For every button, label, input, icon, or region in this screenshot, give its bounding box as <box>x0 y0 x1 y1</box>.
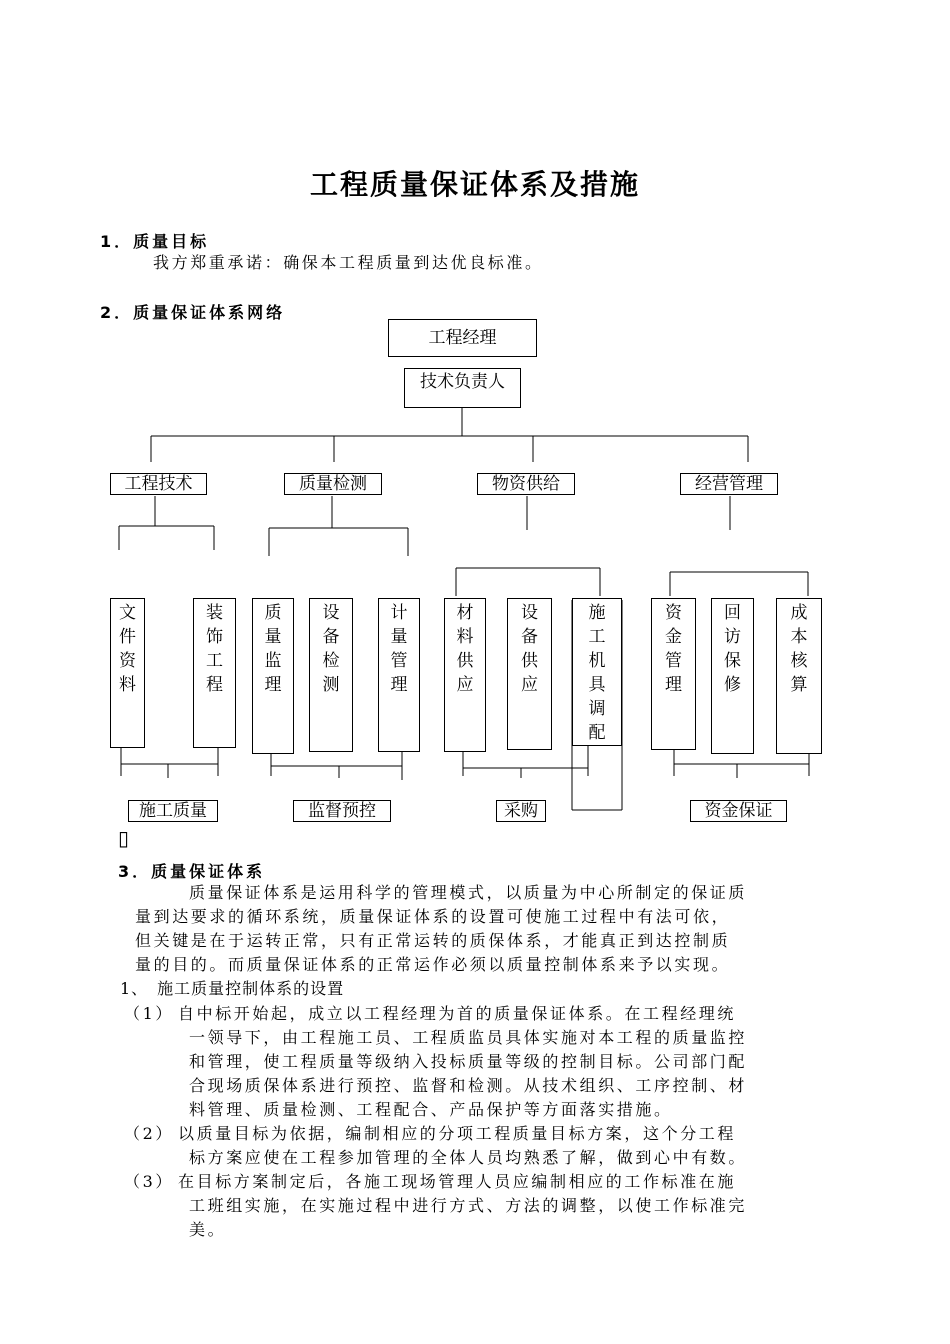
vertical-label: 质量监理 <box>264 603 282 695</box>
item-line: 料管理、质量检测、工程配合、产品保护等方面落实措施。 <box>189 1100 673 1119</box>
section-2-heading: 2．质量保证体系网络 <box>100 303 286 322</box>
item-line: 标方案应使在工程参加管理的全体人员均熟悉了解，做到心中有数。 <box>189 1148 748 1167</box>
vertical-label: 资金管理 <box>665 603 682 695</box>
item-line: 以质量目标为依据，编制相应的分项工程质量目标方案，这个分工程 <box>178 1124 737 1143</box>
vertical-label: 文件资料 <box>119 603 136 695</box>
section-3-heading: 3．质量保证体系 <box>118 862 266 881</box>
item-box-quality-supervision <box>252 598 294 754</box>
paragraph-line: 但关键是在于运转正常，只有正常运转的质保体系，才能真正到达控制质 <box>135 931 731 950</box>
item-box-decoration <box>193 598 236 748</box>
item-line: 在目标方案制定后，各施工现场管理人员应编制相应的工作标准在施 <box>178 1172 737 1191</box>
vertical-label: 计量管理 <box>390 603 408 695</box>
result-box-supervision: 监督预控 <box>293 800 391 822</box>
item-box-machinery-dispatch <box>572 598 622 746</box>
item-box-follow-up-maintenance <box>711 598 754 754</box>
vertical-label: 回访保修 <box>724 603 741 695</box>
project-manager-box: 工程经理 <box>388 319 537 357</box>
vertical-label: 装饰工程 <box>206 603 223 695</box>
page-title: 工程质量保证体系及措施 <box>309 168 640 201</box>
vertical-label: 设备检测 <box>322 603 340 695</box>
dept-box-supply: 物资供给 <box>477 473 575 495</box>
item-number: （1） <box>124 1004 174 1023</box>
item-box-metering <box>378 598 420 752</box>
vertical-label: 成本核算 <box>790 603 808 695</box>
paragraph-line: 量的目的。而质量保证体系的正常运作必须以质量控制体系来予以实现。 <box>135 955 731 974</box>
item-number: （2） <box>124 1124 174 1143</box>
subsection-heading: 1、 施工质量控制体系的设置 <box>120 979 345 998</box>
paragraph-line: 质量保证体系是运用科学的管理模式，以质量为中心所制定的保证质 <box>189 883 748 902</box>
item-box-equipment-supply <box>507 598 552 750</box>
vertical-label: 施工机具调配 <box>588 603 606 743</box>
item-line: 工班组实施，在实施过程中进行方式、方法的调整，以使工作标准完 <box>189 1196 748 1215</box>
dept-box-business: 经营管理 <box>680 473 778 495</box>
placeholder-glyph: ▯ <box>118 826 130 850</box>
item-box-cost-accounting <box>776 598 822 754</box>
item-box-documents <box>110 598 145 748</box>
item-line: 和管理，使工程质量等级纳入投标质量等级的控制目标。公司部门配 <box>189 1052 748 1071</box>
result-box-construction-quality: 施工质量 <box>128 800 218 822</box>
dept-box-engineering: 工程技术 <box>110 473 207 495</box>
item-box-fund-management <box>651 598 696 750</box>
section-1-heading: 1．质量目标 <box>100 232 210 251</box>
item-box-equipment-test <box>309 598 353 752</box>
tech-lead-box: 技术负责人 <box>404 368 521 408</box>
item-line: 自中标开始起，成立以工程经理为首的质量保证体系。在工程经理统 <box>178 1004 737 1023</box>
dept-box-quality: 质量检测 <box>284 473 382 495</box>
vertical-label: 设备供应 <box>521 603 538 695</box>
result-box-fund-guarantee: 资金保证 <box>690 800 787 822</box>
item-line: 美。 <box>189 1220 227 1239</box>
quality-goal-text: 我方郑重承诺：确保本工程质量到达优良标准。 <box>153 253 544 272</box>
item-line: 一领导下，由工程施工员、工程质监员具体实施对本工程的质量监控 <box>189 1028 748 1047</box>
item-box-material-supply <box>444 598 486 752</box>
vertical-label: 材料供应 <box>456 603 474 695</box>
item-number: （3） <box>124 1172 174 1191</box>
item-line: 合现场质保体系进行预控、监督和检测。从技术组织、工序控制、材 <box>189 1076 748 1095</box>
result-box-procurement: 采购 <box>496 800 546 822</box>
paragraph-line: 量到达要求的循环系统，质量保证体系的设置可使施工过程中有法可依， <box>135 907 731 926</box>
